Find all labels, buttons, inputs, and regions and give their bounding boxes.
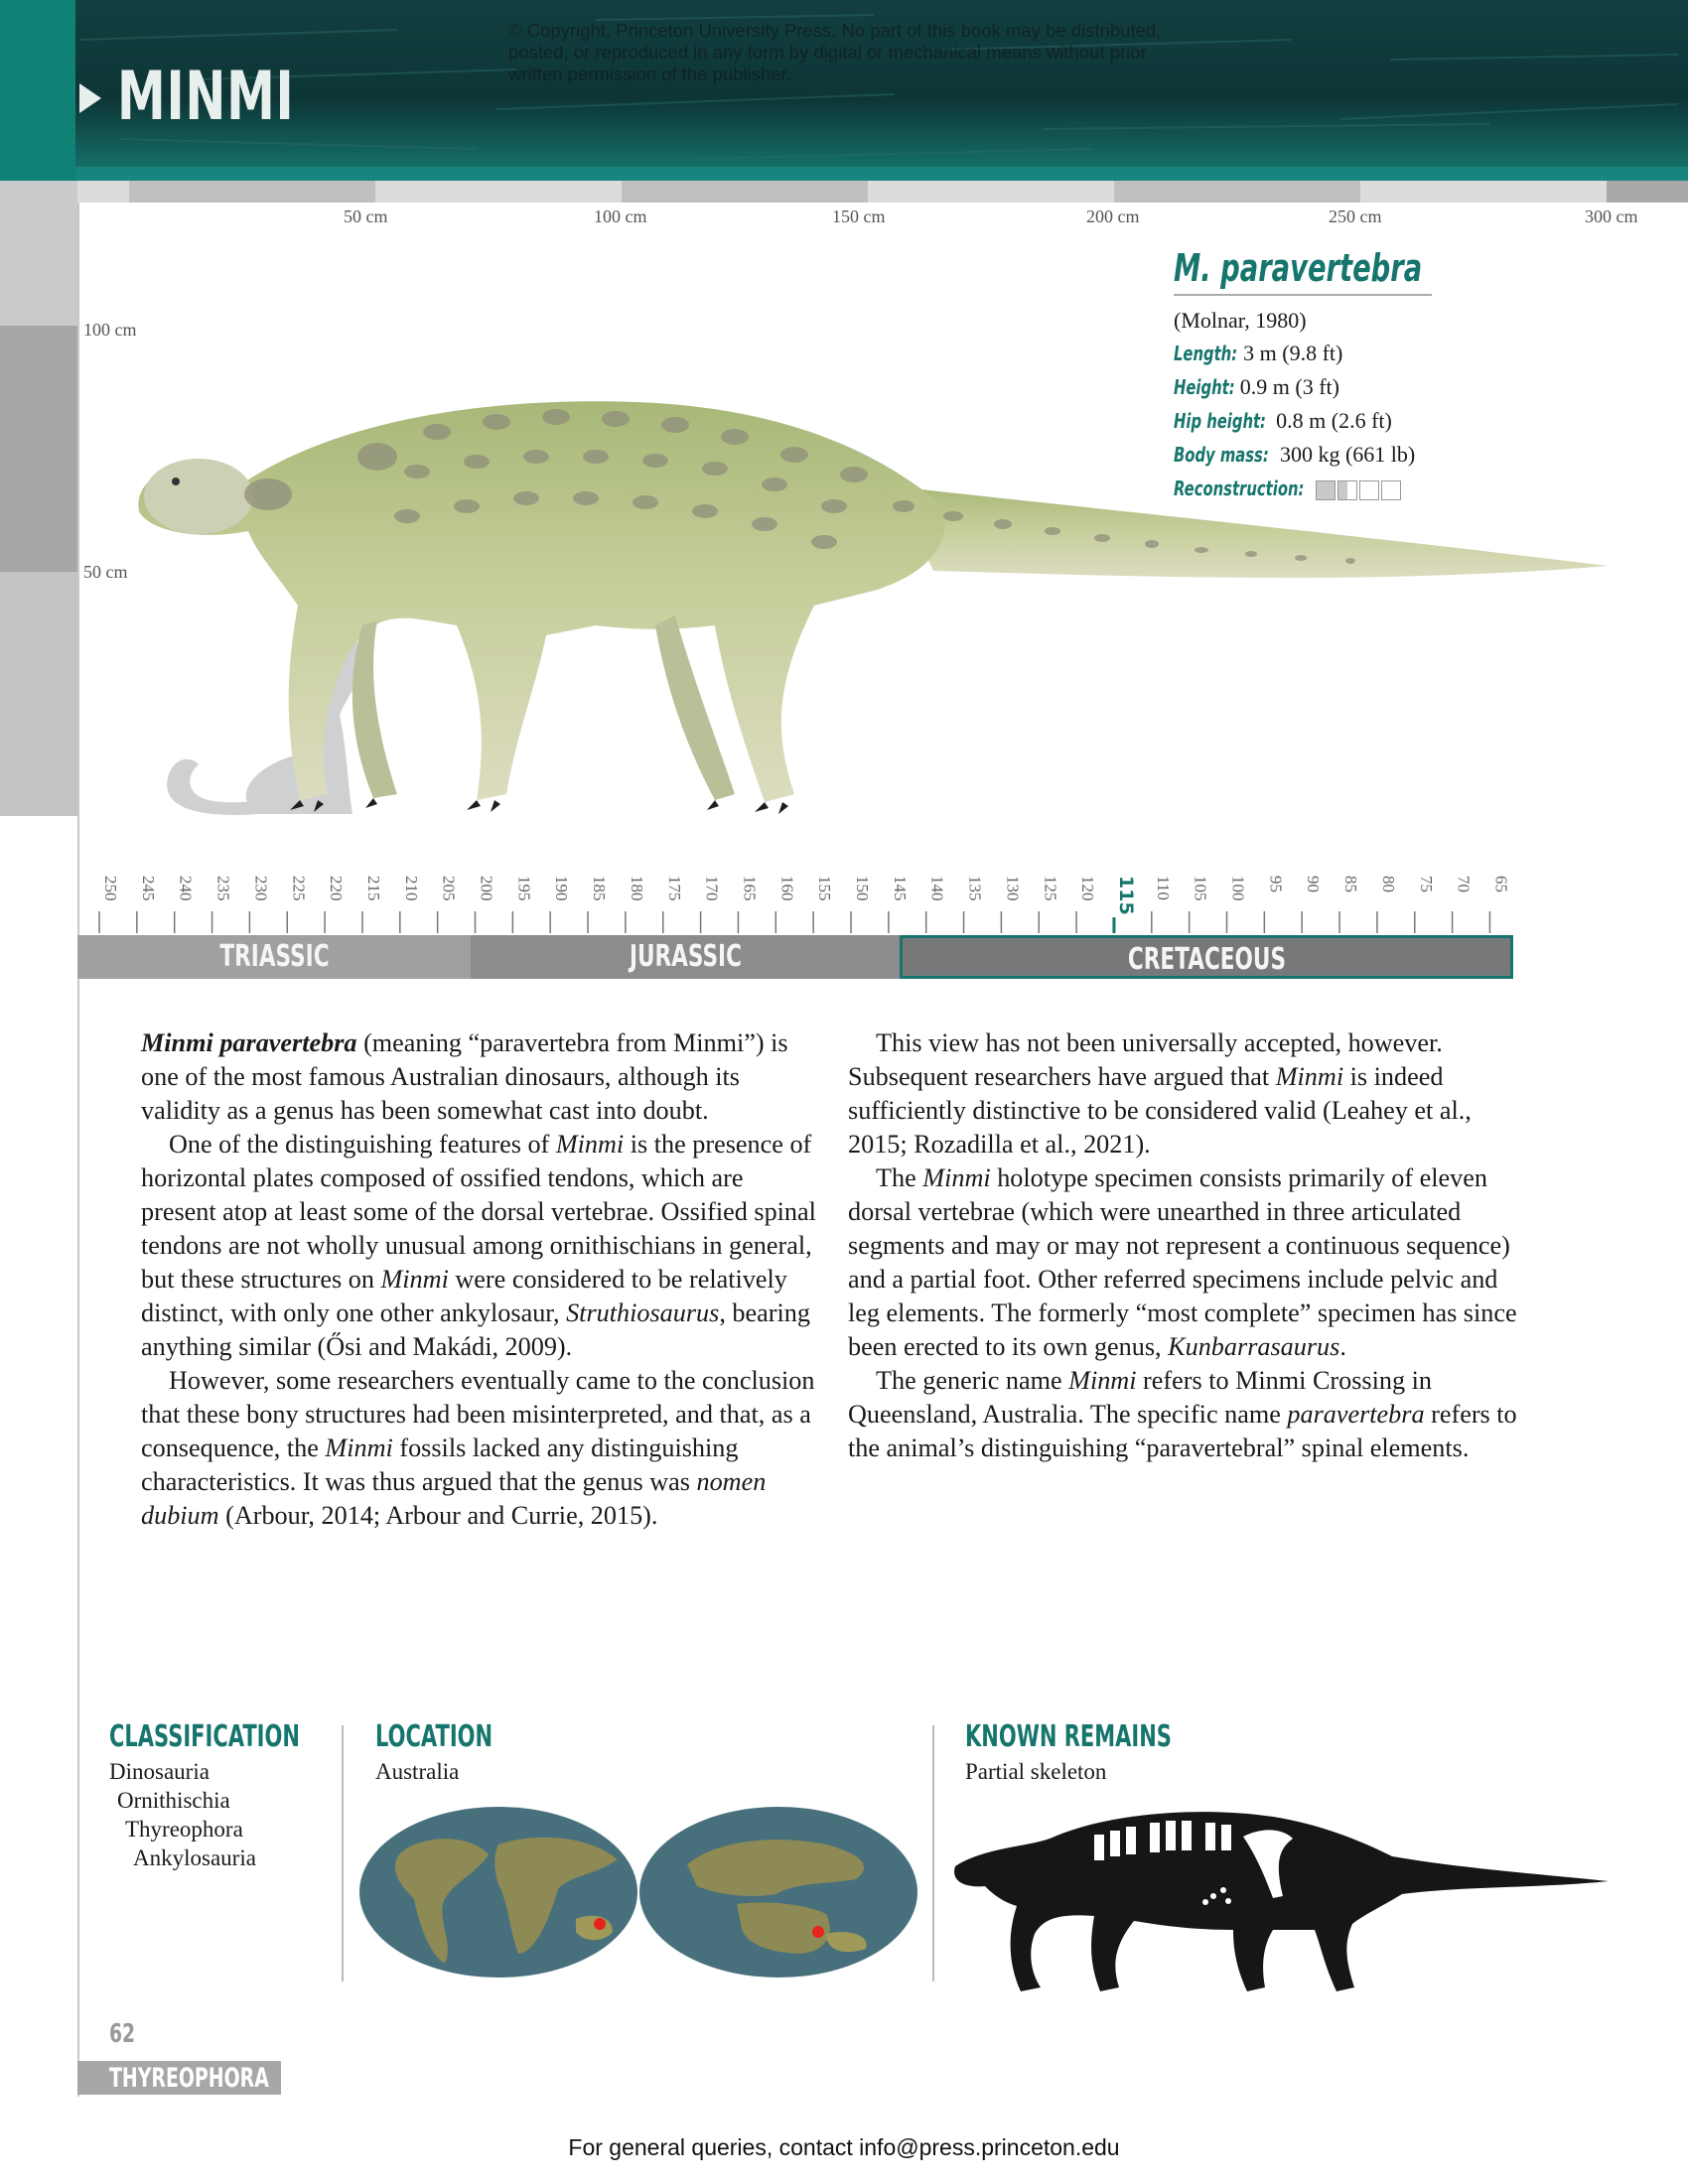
- timeline-tick-label: 110: [1153, 876, 1173, 900]
- paleo-world-map: [639, 1807, 917, 1978]
- side-bar-segment: [0, 572, 77, 816]
- page-title: MINMI: [117, 58, 295, 136]
- divider: [1174, 294, 1432, 296]
- species-author: (Molnar, 1980): [1174, 308, 1307, 333]
- timeline-tick-label: 75: [1416, 876, 1436, 892]
- species-name: M. paravertebra: [1174, 246, 1423, 290]
- paragraph: The Minmi holotype specimen consists primarily of eleven dorsal vertebrae (which were unearthed in three articulated segments and may or may not represent a continuous sequence) and a partial foot. Other referred specimens include pelvic and leg elements. The formerly “most complete” specimen has since been erected to its own genus, Kunbarrasaurus.: [848, 1163, 1517, 1361]
- species-info-panel: [1174, 246, 1432, 505]
- timeline-tick-label: 175: [664, 876, 684, 901]
- divider: [342, 1725, 344, 1981]
- body-text-left: [141, 1026, 816, 1533]
- timeline-tick-label: 235: [213, 876, 233, 901]
- timeline-tick-label: 170: [702, 876, 722, 901]
- scale-tick-label: 100 cm: [594, 206, 647, 226]
- scale-tick-label: 50 cm: [83, 562, 128, 582]
- side-bar-segment: [0, 326, 77, 572]
- location-marker: [812, 1926, 824, 1938]
- timeline-tick-label: 190: [552, 876, 572, 901]
- timeline-tick-label: 225: [289, 876, 309, 901]
- timeline-tick-label: 230: [251, 876, 271, 901]
- timeline-tick-label: 145: [890, 876, 910, 901]
- location-marker: [594, 1918, 606, 1930]
- era-triassic: TRIASSIC: [77, 935, 471, 979]
- scale-tick-label: 100 cm: [83, 320, 137, 340]
- timeline-tick-label: 95: [1266, 876, 1286, 892]
- location-value: Australia: [375, 1759, 460, 1784]
- timeline-tick-label: 120: [1078, 876, 1098, 901]
- side-bar-segment: [0, 181, 77, 326]
- timeline-tick-label: 130: [1003, 876, 1023, 901]
- timeline-tick-label: 195: [514, 876, 534, 901]
- paragraph: However, some researchers eventually came to the conclusion that these bony structures had been misinterpreted, and that, as a consequence, the Minmi fossils lacked any distinguishing characteristics. It was thus argued that the genus was nomen dubium (Arbour, 2014; Arbour and Currie, 2015).: [141, 1366, 815, 1530]
- section-label: THYREOPHORA: [109, 2063, 269, 2094]
- timeline-tick-label: 65: [1491, 876, 1511, 892]
- timeline-tick-label: 105: [1191, 876, 1210, 901]
- paragraph: Minmi paravertebra (meaning “paravertebra from Minmi”) is one of the most famous Australian dinosaurs, although its validity as a genus has been somewhat cast into doubt.: [141, 1028, 788, 1125]
- length-row: Length: 3 m (9.8 ft): [1174, 341, 1343, 365]
- timeline-tick-label: 160: [777, 876, 797, 901]
- modern-world-map: [359, 1807, 637, 1978]
- scale-tick-label: 250 cm: [1329, 206, 1382, 226]
- scale-tick-label: 200 cm: [1086, 206, 1140, 226]
- timeline-tick-label: 210: [401, 876, 421, 901]
- divider: [932, 1725, 934, 1981]
- paragraph: This view has not been universally accepted, however. Subsequent researchers have argued that Minmi is indeed sufficiently distinctive to be considered valid (Leahey et al., 2015; Rozadilla et al., 2021).: [848, 1028, 1472, 1159]
- timeline-tick-label: 70: [1454, 876, 1474, 892]
- timeline-tick-label: 215: [363, 876, 383, 901]
- scale-tick-label: 50 cm: [344, 206, 388, 226]
- body-mass-row: Body mass: 300 kg (661 lb): [1174, 442, 1416, 467]
- triangle-arrow-icon: [79, 83, 101, 113]
- timeline-tick-label: 100: [1228, 876, 1248, 901]
- timeline-tick-label: 185: [590, 876, 610, 901]
- timeline-tick-label: 250: [101, 876, 120, 901]
- timeline-tick-label: 135: [965, 876, 985, 901]
- hip-height-row: Hip height: 0.8 m (2.6 ft): [1174, 408, 1392, 433]
- reconstruction-box: [1359, 480, 1379, 500]
- timeline-tick-label: 240: [176, 876, 196, 901]
- timeline-tick-label: 245: [138, 876, 158, 901]
- height-row: Height: 0.9 m (3 ft): [1174, 374, 1339, 399]
- timeline-tick-label: 205: [439, 876, 459, 901]
- paragraph: The generic name Minmi refers to Minmi Crossing in Queensland, Australia. The specific name paravertebra refers to the animal’s distinguishing “paravertebral” spinal elements.: [848, 1366, 1517, 1462]
- timeline-tick-label: 90: [1304, 876, 1324, 892]
- location-maps: [359, 1805, 921, 1981]
- scale-tick-label: 300 cm: [1585, 206, 1638, 226]
- timeline-tick-label: 80: [1378, 876, 1398, 892]
- paragraph: One of the distinguishing features of Minmi is the presence of horizontal plates composed of ossified tendons, which are present atop at least some of the dorsal vertebrae. Ossified spinal tendons are not wholly unusual among ornithischians in general, but these structures on Minmi were considered to be relatively distinct, with only one other ankylosaur, Struthiosaurus, bearing anything similar (Ősi and Makádi, 2009).: [141, 1130, 816, 1361]
- timeline-tick-label: 220: [327, 876, 347, 901]
- era-cretaceous: CRETACEOUS: [900, 935, 1513, 979]
- timeline-tick-label: 150: [853, 876, 872, 901]
- timeline-tick-label: 140: [927, 876, 947, 901]
- timeline-tick-label: 155: [815, 876, 835, 901]
- timeline-tick-label: 165: [740, 876, 760, 901]
- classification-list: Dinosauria Ornithischia Thyreophora Ankylosauria: [109, 1759, 256, 1870]
- reconstruction-box: [1381, 480, 1401, 500]
- horizontal-scale-bar: [77, 181, 1688, 203]
- timeline-tick-label: 125: [1041, 876, 1060, 901]
- reconstruction-box: [1316, 480, 1336, 500]
- classification-heading: CLASSIFICATION: [109, 1719, 300, 1754]
- scale-tick-label: 150 cm: [832, 206, 886, 226]
- copyright-notice: © Copyright, Princeton University Press. No part of this book may be distributed, posted, or reproduced in any form by digital or mechanical means without prior written permission of the publisher.: [508, 20, 1162, 84]
- skeleton-silhouette: [945, 1807, 1611, 2005]
- known-remains-heading: KNOWN REMAINS: [965, 1719, 1172, 1754]
- header-banner: [0, 0, 1688, 181]
- location-heading: LOCATION: [375, 1719, 493, 1754]
- reconstruction-row: Reconstruction:: [1174, 472, 1432, 505]
- era-jurassic: JURASSIC: [471, 935, 900, 979]
- reconstruction-rating: [1316, 476, 1403, 500]
- known-remains-value: Partial skeleton: [965, 1759, 1107, 1784]
- reconstruction-box: [1337, 480, 1357, 500]
- body-text-right: [848, 1026, 1523, 1465]
- timeline-tick-label: 115: [1114, 876, 1137, 915]
- footer-contact: For general queries, contact info@press.princeton.edu: [568, 2134, 1120, 2160]
- header-accent-tab: [0, 0, 75, 181]
- timeline-tick-label: 180: [627, 876, 646, 901]
- timeline-tick-label: 85: [1341, 876, 1361, 892]
- page-number: 62: [109, 2019, 136, 2049]
- timeline-tick-label: 200: [477, 876, 496, 901]
